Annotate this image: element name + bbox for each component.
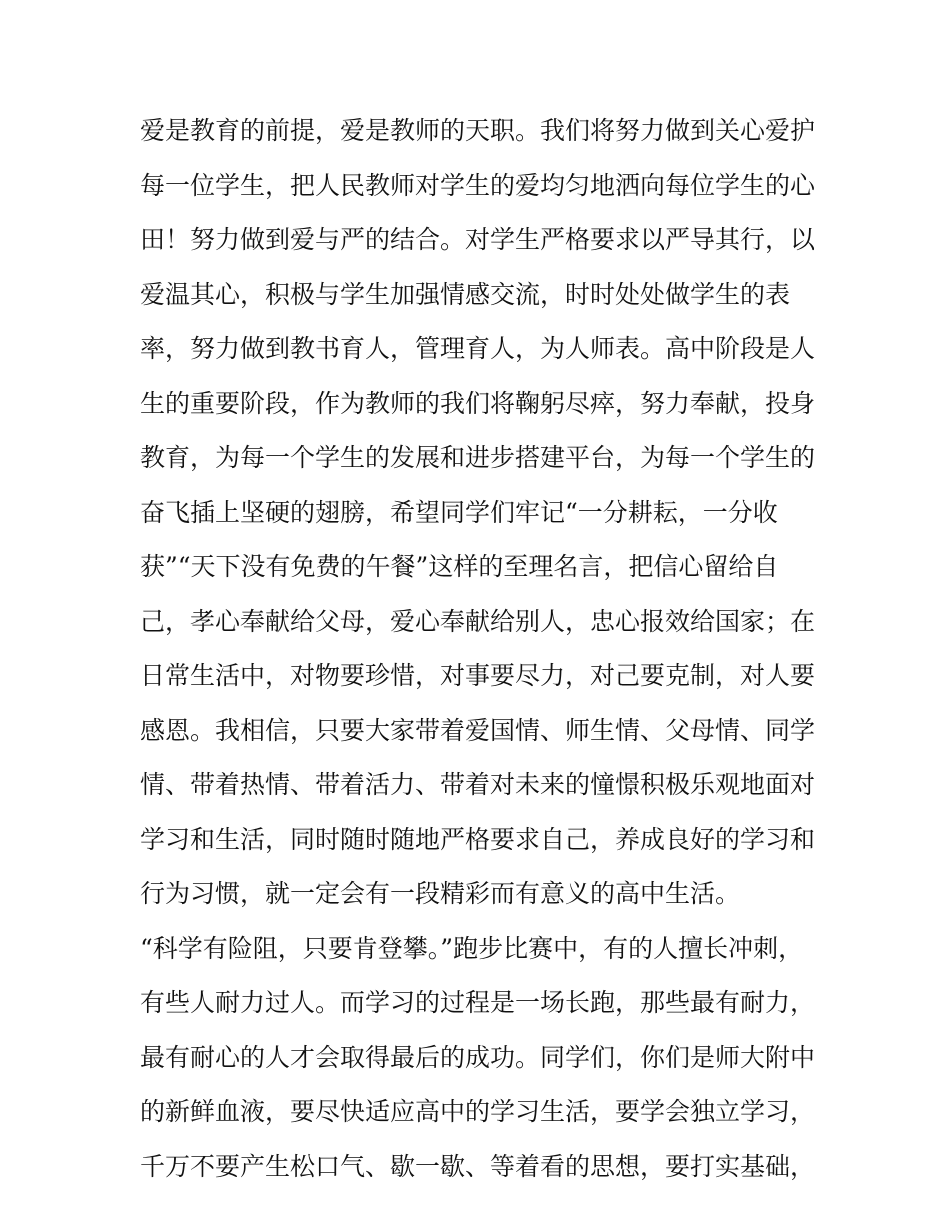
text-line: 田！努力做到爱与严的结合。对学生严格要求以严导其行，以 [140,225,816,254]
text-line: 最有耐心的人才会取得最后的成功。同学们，你们是师大附中 [140,1042,816,1072]
text-line: “科学有险阻，只要肯登攀。”跑步比赛中，有的人擅长冲刺， [140,933,804,963]
text-line: 行为习惯，就一定会有一段精彩而有意义的高中生活。 [140,879,741,908]
text-line: 爱是教育的前提，爱是教师的天职。我们将努力做到关心爱护 [140,116,816,145]
text-line: 感恩。我相信，只要大家带着爱国情、师生情、父母情、同学 [140,715,816,745]
text-line: 教育，为每一个学生的发展和进步搭建平台，为每一个学生的 [140,443,816,472]
text-line: 生的重要阶段，作为教师的我们将鞠躬尽瘁，努力奉献，投身 [140,388,816,418]
text-line: 千万不要产生松口气、歇一歇、等着看的思想，要打实基础， [140,1151,816,1181]
text-line: 奋飞插上坚硬的翅膀，希望同学们牢记“一分耕耘，一分收 [140,497,778,527]
text-line: 爱温其心，积极与学生加强情感交流，时时处处做学生的表 [140,279,791,309]
text-line: 的新鲜血液，要尽快适应高中的学习生活，要学会独立学习， [140,1097,816,1126]
text-line: 学习和生活，同时随时随地严格要求自己，养成良好的学习和 [140,824,816,854]
text-line: 情、带着热情、带着活力、带着对未来的憧憬积极乐观地面对 [140,770,816,799]
text-line: 有些人耐力过人。而学习的过程是一场长跑，那些最有耐力， [140,988,816,1017]
text-line: 己，孝心奉献给父母，爱心奉献给别人，忠心报效给国家；在 [140,606,816,636]
text-line: 率，努力做到教书育人，管理育人，为人师表。高中阶段是人 [140,334,816,363]
text-line: 日常生活中，对物要珍惜，对事要尽力，对己要克制，对人要 [140,661,816,690]
body-text [140,104,820,1194]
text-line: 获”“天下没有免费的午餐”这样的至理名言，把信心留给自 [140,552,779,581]
text-line: 每一位学生，把人民教师对学生的爱均匀地洒向每位学生的心 [140,170,816,200]
